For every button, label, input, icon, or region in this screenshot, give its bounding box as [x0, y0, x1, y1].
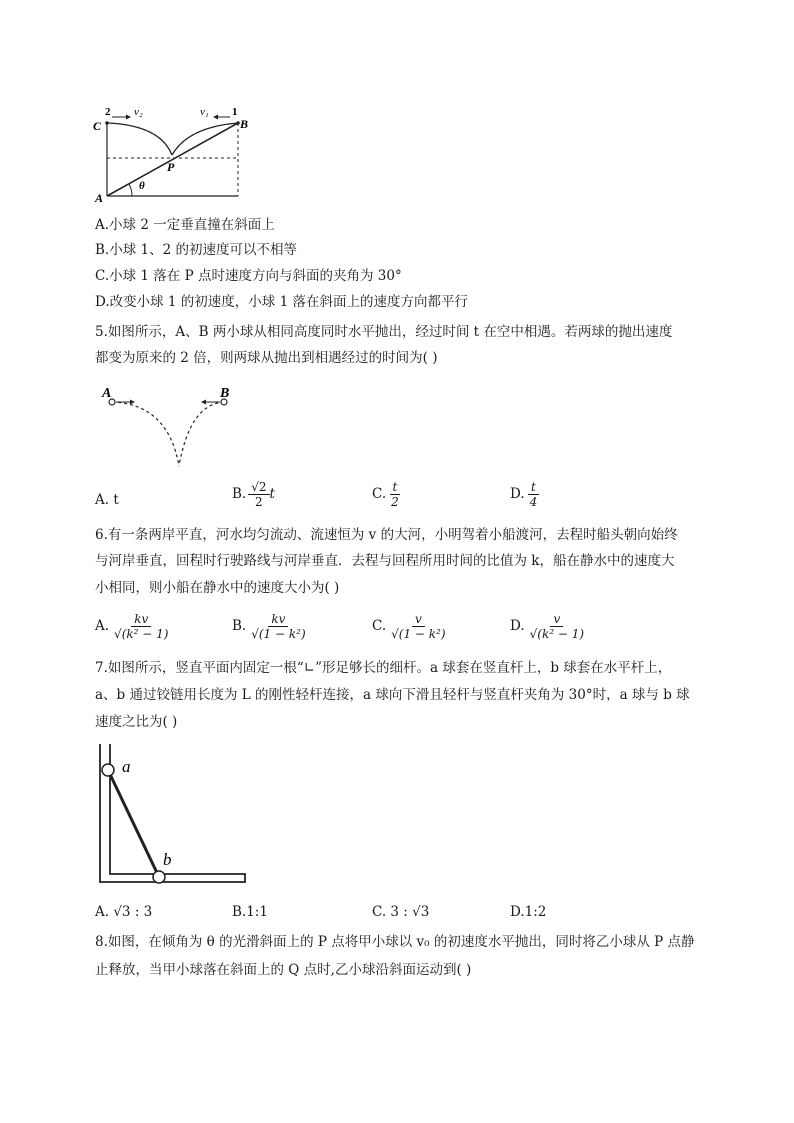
label-v2: v₂ — [134, 106, 143, 118]
label-B: B — [240, 117, 249, 131]
fraction-denominator: √(k² − 1) — [114, 627, 169, 641]
q5-option-b-fraction — [248, 480, 269, 509]
q5-stem-line-2: 都变为原来的 2 倍，则两球从抛出到相遇经过的时间为( ) — [95, 350, 438, 366]
q5-option-c — [372, 480, 402, 509]
label-a: a — [122, 757, 131, 776]
q6-stem-line-2: 与河岸垂直，回程时行驶路线与河岸垂直．去程与回程所用时间的比值为 k，船在静水中的速度大 — [95, 553, 675, 569]
q5-option-b-prefix: B. — [232, 486, 247, 502]
q5-stem-line-1: 5.如图所示，A、B 两小球从相同高度同时水平抛出，经过时间 t 在空中相遇。若两球的抛出速度 — [95, 324, 673, 340]
label-ball-1: 1 — [232, 106, 238, 118]
q5-option-b-suffix: t — [269, 486, 275, 502]
q7-option-c: C. 3 : √3 — [372, 904, 430, 920]
fraction-numerator: v — [550, 612, 563, 627]
fraction-denominator: 2 — [255, 495, 263, 509]
q6-option-d-prefix: D. — [510, 618, 525, 634]
q6-stem-line-1: 6.有一条两岸平直，河水均匀流动、流速恒为 v 的大河，小明驾着小船渡河，去程时船头朝向始终 — [95, 527, 678, 543]
label-A: A — [102, 386, 112, 401]
fraction-denominator: √(1 − k²) — [391, 627, 446, 641]
q6-option-a — [95, 612, 171, 641]
two-ball-projectile-figure — [98, 380, 248, 470]
q5-option-d-prefix: D. — [510, 486, 525, 502]
q5-option-c-prefix: C. — [372, 486, 387, 502]
q6-option-a-fraction — [111, 612, 171, 641]
q8-stem-line-1: 8.如图，在倾角为 θ 的光滑斜面上的 P 点将甲小球以 v₀ 的初速度水平抛出，同时将乙小球从 P 点静 — [95, 934, 695, 950]
q6-option-c-prefix: C. — [372, 618, 387, 634]
fraction-denominator: 4 — [529, 495, 538, 509]
q6-option-c-fraction — [388, 612, 448, 641]
q5-option-c-fraction — [388, 480, 402, 509]
q4-option-b: B.小球 1、2 的初速度可以不相等 — [95, 242, 297, 258]
fraction-denominator: √(1 − k²) — [251, 627, 306, 641]
q7-option-d: D.1:2 — [510, 904, 547, 920]
fraction-denominator: 2 — [391, 495, 399, 509]
fraction-numerator: t — [390, 480, 401, 495]
q5-option-b — [232, 480, 275, 509]
label-ball-2: 2 — [105, 106, 111, 118]
q6-option-c — [372, 612, 449, 641]
fraction-numerator: kv — [131, 612, 151, 627]
l-shaped-rod-figure — [95, 740, 250, 890]
q5-option-a: A. t — [95, 492, 119, 508]
label-v1: v₁ — [200, 106, 209, 118]
q6-option-b-fraction — [248, 612, 308, 641]
q4-option-c: C.小球 1 落在 P 点时速度方向与斜面的夹角为 30° — [95, 268, 402, 284]
label-B: B — [220, 386, 230, 401]
q6-option-b-prefix: B. — [232, 618, 247, 634]
q8-stem-line-2: 止释放，当甲小球落在斜面上的 Q 点时,乙小球沿斜面运动到( ) — [95, 962, 472, 978]
q7-option-b: B.1:1 — [232, 904, 268, 920]
label-theta: θ — [139, 180, 145, 192]
q6-option-d — [510, 612, 587, 641]
q6-stem-line-3: 小相同，则小船在静水中的速度大小为( ) — [95, 580, 340, 596]
q4-option-d: D.改变小球 1 的初速度，小球 1 落在斜面上的速度方向都平行 — [95, 294, 468, 310]
q6-option-d-fraction — [527, 612, 587, 641]
label-A: A — [95, 191, 104, 203]
label-P: P — [167, 160, 175, 174]
q5-option-d — [510, 480, 540, 509]
fraction-denominator: √(k² − 1) — [529, 627, 585, 641]
q7-stem-line-3: 速度之比为( ) — [95, 714, 178, 730]
q6-option-a-prefix: A. — [95, 618, 110, 634]
q5-option-d-fraction — [527, 480, 541, 509]
q7-stem-line-1: 7.如图所示，竖直平面内固定一根“∟”形足够长的细杆。a 球套在竖直杆上，b 球套在水平杆上， — [95, 660, 672, 676]
fraction-numerator: √2 — [248, 480, 269, 495]
fraction-numerator: t — [528, 480, 539, 495]
q7-stem-line-2: a、b 通过铰链用长度为 L 的刚性轻杆连接，a 球向下滑且轻杆与竖直杆夹角为 30°时，a 球与 b 球 — [95, 687, 690, 703]
q7-option-a: A. √3 : 3 — [95, 904, 153, 920]
fraction-numerator: kv — [268, 612, 288, 627]
fraction-numerator: v — [412, 612, 425, 627]
label-b: b — [163, 850, 172, 869]
q6-option-b — [232, 612, 309, 641]
projectile-incline-figure — [92, 103, 252, 203]
label-C: C — [93, 119, 102, 133]
q4-option-a: A.小球 2 一定垂直撞在斜面上 — [95, 217, 275, 233]
